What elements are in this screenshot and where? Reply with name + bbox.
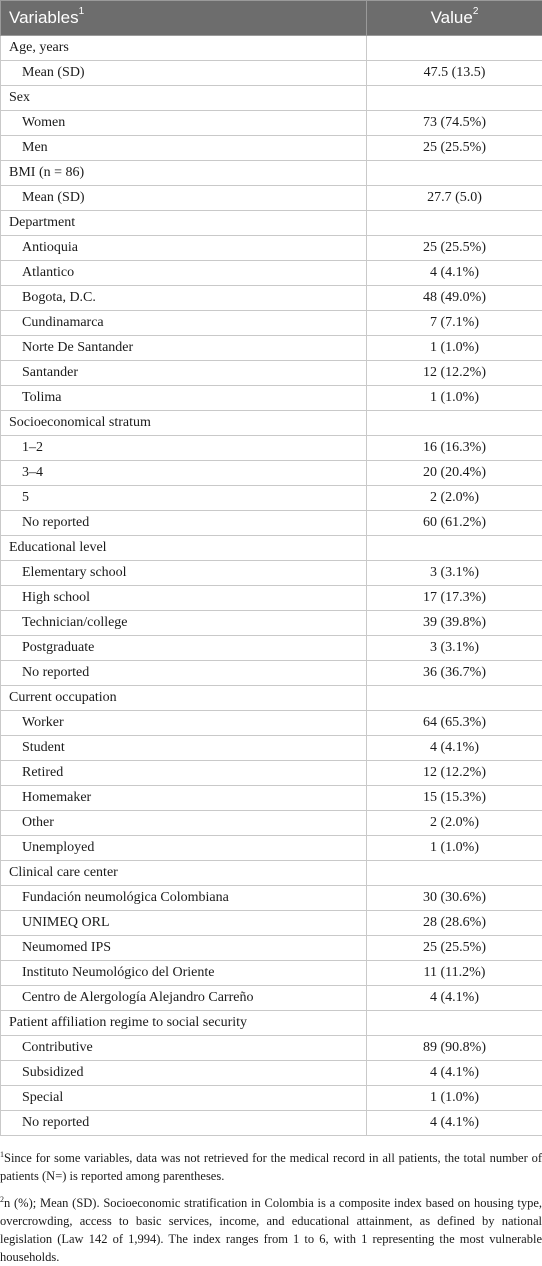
row-value bbox=[367, 211, 542, 236]
row-value: 17 (17.3%) bbox=[367, 586, 542, 611]
row-label: Mean (SD) bbox=[1, 61, 367, 86]
table-row bbox=[1, 461, 542, 486]
row-value: 7 (7.1%) bbox=[367, 311, 542, 336]
row-label: Neumomed IPS bbox=[1, 936, 367, 961]
row-label: Special bbox=[1, 1086, 367, 1111]
row-value: 11 (11.2%) bbox=[367, 961, 542, 986]
table-row bbox=[1, 711, 542, 736]
table-row bbox=[1, 311, 542, 336]
row-value bbox=[367, 536, 542, 561]
table-row bbox=[1, 186, 542, 211]
table-row bbox=[1, 961, 542, 986]
header-row bbox=[1, 1, 542, 36]
table-group-row bbox=[1, 86, 542, 111]
row-value bbox=[367, 686, 542, 711]
table-row bbox=[1, 1036, 542, 1061]
row-value: 16 (16.3%) bbox=[367, 436, 542, 461]
row-label: Cundinamarca bbox=[1, 311, 367, 336]
table-row bbox=[1, 361, 542, 386]
row-label: Tolima bbox=[1, 386, 367, 411]
row-value: 60 (61.2%) bbox=[367, 511, 542, 536]
row-value: 4 (4.1%) bbox=[367, 1061, 542, 1086]
row-label: Unemployed bbox=[1, 836, 367, 861]
row-value: 20 (20.4%) bbox=[367, 461, 542, 486]
table-row bbox=[1, 486, 542, 511]
group-label: Socioeconomical stratum bbox=[1, 411, 367, 436]
table-row bbox=[1, 511, 542, 536]
row-label: Retired bbox=[1, 761, 367, 786]
row-value: 2 (2.0%) bbox=[367, 811, 542, 836]
footnote bbox=[0, 1191, 542, 1266]
table-row bbox=[1, 761, 542, 786]
row-value: 39 (39.8%) bbox=[367, 611, 542, 636]
footnote-marker: 1 bbox=[0, 1150, 4, 1159]
table-group-row bbox=[1, 861, 542, 886]
row-value: 12 (12.2%) bbox=[367, 761, 542, 786]
row-label: 5 bbox=[1, 486, 367, 511]
row-label: Atlantico bbox=[1, 261, 367, 286]
table-row bbox=[1, 386, 542, 411]
row-label: Technician/college bbox=[1, 611, 367, 636]
group-label: Department bbox=[1, 211, 367, 236]
row-value: 1 (1.0%) bbox=[367, 1086, 542, 1111]
footnote bbox=[0, 1146, 542, 1185]
table-group-row bbox=[1, 161, 542, 186]
row-value bbox=[367, 411, 542, 436]
table-body bbox=[1, 36, 542, 1136]
table-group-row bbox=[1, 536, 542, 561]
row-value bbox=[367, 86, 542, 111]
group-label: Sex bbox=[1, 86, 367, 111]
row-label: Instituto Neumológico del Oriente bbox=[1, 961, 367, 986]
row-label: Antioquia bbox=[1, 236, 367, 261]
row-label: Elementary school bbox=[1, 561, 367, 586]
table-row bbox=[1, 286, 542, 311]
row-value bbox=[367, 161, 542, 186]
table-row bbox=[1, 836, 542, 861]
table-group-row bbox=[1, 211, 542, 236]
row-value: 25 (25.5%) bbox=[367, 936, 542, 961]
row-value: 89 (90.8%) bbox=[367, 1036, 542, 1061]
row-value: 64 (65.3%) bbox=[367, 711, 542, 736]
table-header bbox=[1, 1, 542, 36]
table-row bbox=[1, 736, 542, 761]
table-footnotes bbox=[0, 1136, 542, 1266]
value-header-label: Value bbox=[431, 8, 473, 27]
variables-header bbox=[1, 1, 367, 36]
row-value: 3 (3.1%) bbox=[367, 561, 542, 586]
table-row bbox=[1, 586, 542, 611]
row-label: Norte De Santander bbox=[1, 336, 367, 361]
table-row bbox=[1, 911, 542, 936]
group-label: Clinical care center bbox=[1, 861, 367, 886]
row-label: 3–4 bbox=[1, 461, 367, 486]
row-label: Contributive bbox=[1, 1036, 367, 1061]
table-group-row bbox=[1, 36, 542, 61]
row-label: No reported bbox=[1, 511, 367, 536]
table-group-row bbox=[1, 686, 542, 711]
row-value: 3 (3.1%) bbox=[367, 636, 542, 661]
row-label: Student bbox=[1, 736, 367, 761]
table-row bbox=[1, 611, 542, 636]
table-row bbox=[1, 1061, 542, 1086]
row-value: 4 (4.1%) bbox=[367, 1111, 542, 1136]
table-row bbox=[1, 886, 542, 911]
table-row bbox=[1, 661, 542, 686]
footnote-marker: 2 bbox=[0, 1195, 4, 1204]
table-row bbox=[1, 1111, 542, 1136]
group-label: Patient affiliation regime to social security bbox=[1, 1011, 367, 1036]
row-label: High school bbox=[1, 586, 367, 611]
row-value: 27.7 (5.0) bbox=[367, 186, 542, 211]
variables-footnote-marker: 1 bbox=[79, 6, 85, 17]
table-row bbox=[1, 61, 542, 86]
row-label: Mean (SD) bbox=[1, 186, 367, 211]
row-label: UNIMEQ ORL bbox=[1, 911, 367, 936]
footnote-text: n (%); Mean (SD). Socioeconomic stratification in Colombia is a composite index based on housing type, overcrowding, access to basic services, income, and educational attainment, as defined by national legislation (Law 142 of 1,994). The index ranges from 1 to 6, with 1 representing the most vulnerable households. bbox=[0, 1196, 542, 1264]
row-value: 1 (1.0%) bbox=[367, 836, 542, 861]
row-label: Men bbox=[1, 136, 367, 161]
table-group-row bbox=[1, 1011, 542, 1036]
row-value: 1 (1.0%) bbox=[367, 386, 542, 411]
variables-header-label: Variables bbox=[9, 8, 79, 27]
table-row bbox=[1, 786, 542, 811]
row-label: No reported bbox=[1, 1111, 367, 1136]
row-label: Fundación neumológica Colombiana bbox=[1, 886, 367, 911]
row-label: No reported bbox=[1, 661, 367, 686]
table-row bbox=[1, 636, 542, 661]
group-label: Current occupation bbox=[1, 686, 367, 711]
row-label: Worker bbox=[1, 711, 367, 736]
row-label: Bogota, D.C. bbox=[1, 286, 367, 311]
row-value: 4 (4.1%) bbox=[367, 986, 542, 1011]
table-row bbox=[1, 136, 542, 161]
table-row bbox=[1, 236, 542, 261]
row-value: 1 (1.0%) bbox=[367, 336, 542, 361]
table-row bbox=[1, 936, 542, 961]
row-label: Homemaker bbox=[1, 786, 367, 811]
group-label: Educational level bbox=[1, 536, 367, 561]
table-row bbox=[1, 336, 542, 361]
table-row bbox=[1, 561, 542, 586]
group-label: Age, years bbox=[1, 36, 367, 61]
row-value bbox=[367, 861, 542, 886]
table-row bbox=[1, 986, 542, 1011]
group-label: BMI (n = 86) bbox=[1, 161, 367, 186]
row-value bbox=[367, 1011, 542, 1036]
row-label: Subsidized bbox=[1, 1061, 367, 1086]
row-label: Other bbox=[1, 811, 367, 836]
table-row bbox=[1, 261, 542, 286]
row-value: 25 (25.5%) bbox=[367, 136, 542, 161]
table-row bbox=[1, 811, 542, 836]
row-value: 48 (49.0%) bbox=[367, 286, 542, 311]
row-label: Centro de Alergología Alejandro Carreño bbox=[1, 986, 367, 1011]
row-value: 30 (30.6%) bbox=[367, 886, 542, 911]
row-label: Postgraduate bbox=[1, 636, 367, 661]
table-row bbox=[1, 111, 542, 136]
row-value: 73 (74.5%) bbox=[367, 111, 542, 136]
table-row bbox=[1, 436, 542, 461]
row-value: 15 (15.3%) bbox=[367, 786, 542, 811]
row-value: 12 (12.2%) bbox=[367, 361, 542, 386]
value-header bbox=[367, 1, 542, 36]
row-value: 36 (36.7%) bbox=[367, 661, 542, 686]
row-value: 4 (4.1%) bbox=[367, 736, 542, 761]
row-value bbox=[367, 36, 542, 61]
row-value: 2 (2.0%) bbox=[367, 486, 542, 511]
row-value: 4 (4.1%) bbox=[367, 261, 542, 286]
footnote-text: Since for some variables, data was not retrieved for the medical record in all patients, the total number of patients (N=) is reported among parentheses. bbox=[0, 1151, 542, 1183]
row-value: 47.5 (13.5) bbox=[367, 61, 542, 86]
row-label: Santander bbox=[1, 361, 367, 386]
table-group-row bbox=[1, 411, 542, 436]
row-label: 1–2 bbox=[1, 436, 367, 461]
row-label: Women bbox=[1, 111, 367, 136]
table-row bbox=[1, 1086, 542, 1111]
row-value: 25 (25.5%) bbox=[367, 236, 542, 261]
row-value: 28 (28.6%) bbox=[367, 911, 542, 936]
value-footnote-marker: 2 bbox=[473, 6, 479, 17]
